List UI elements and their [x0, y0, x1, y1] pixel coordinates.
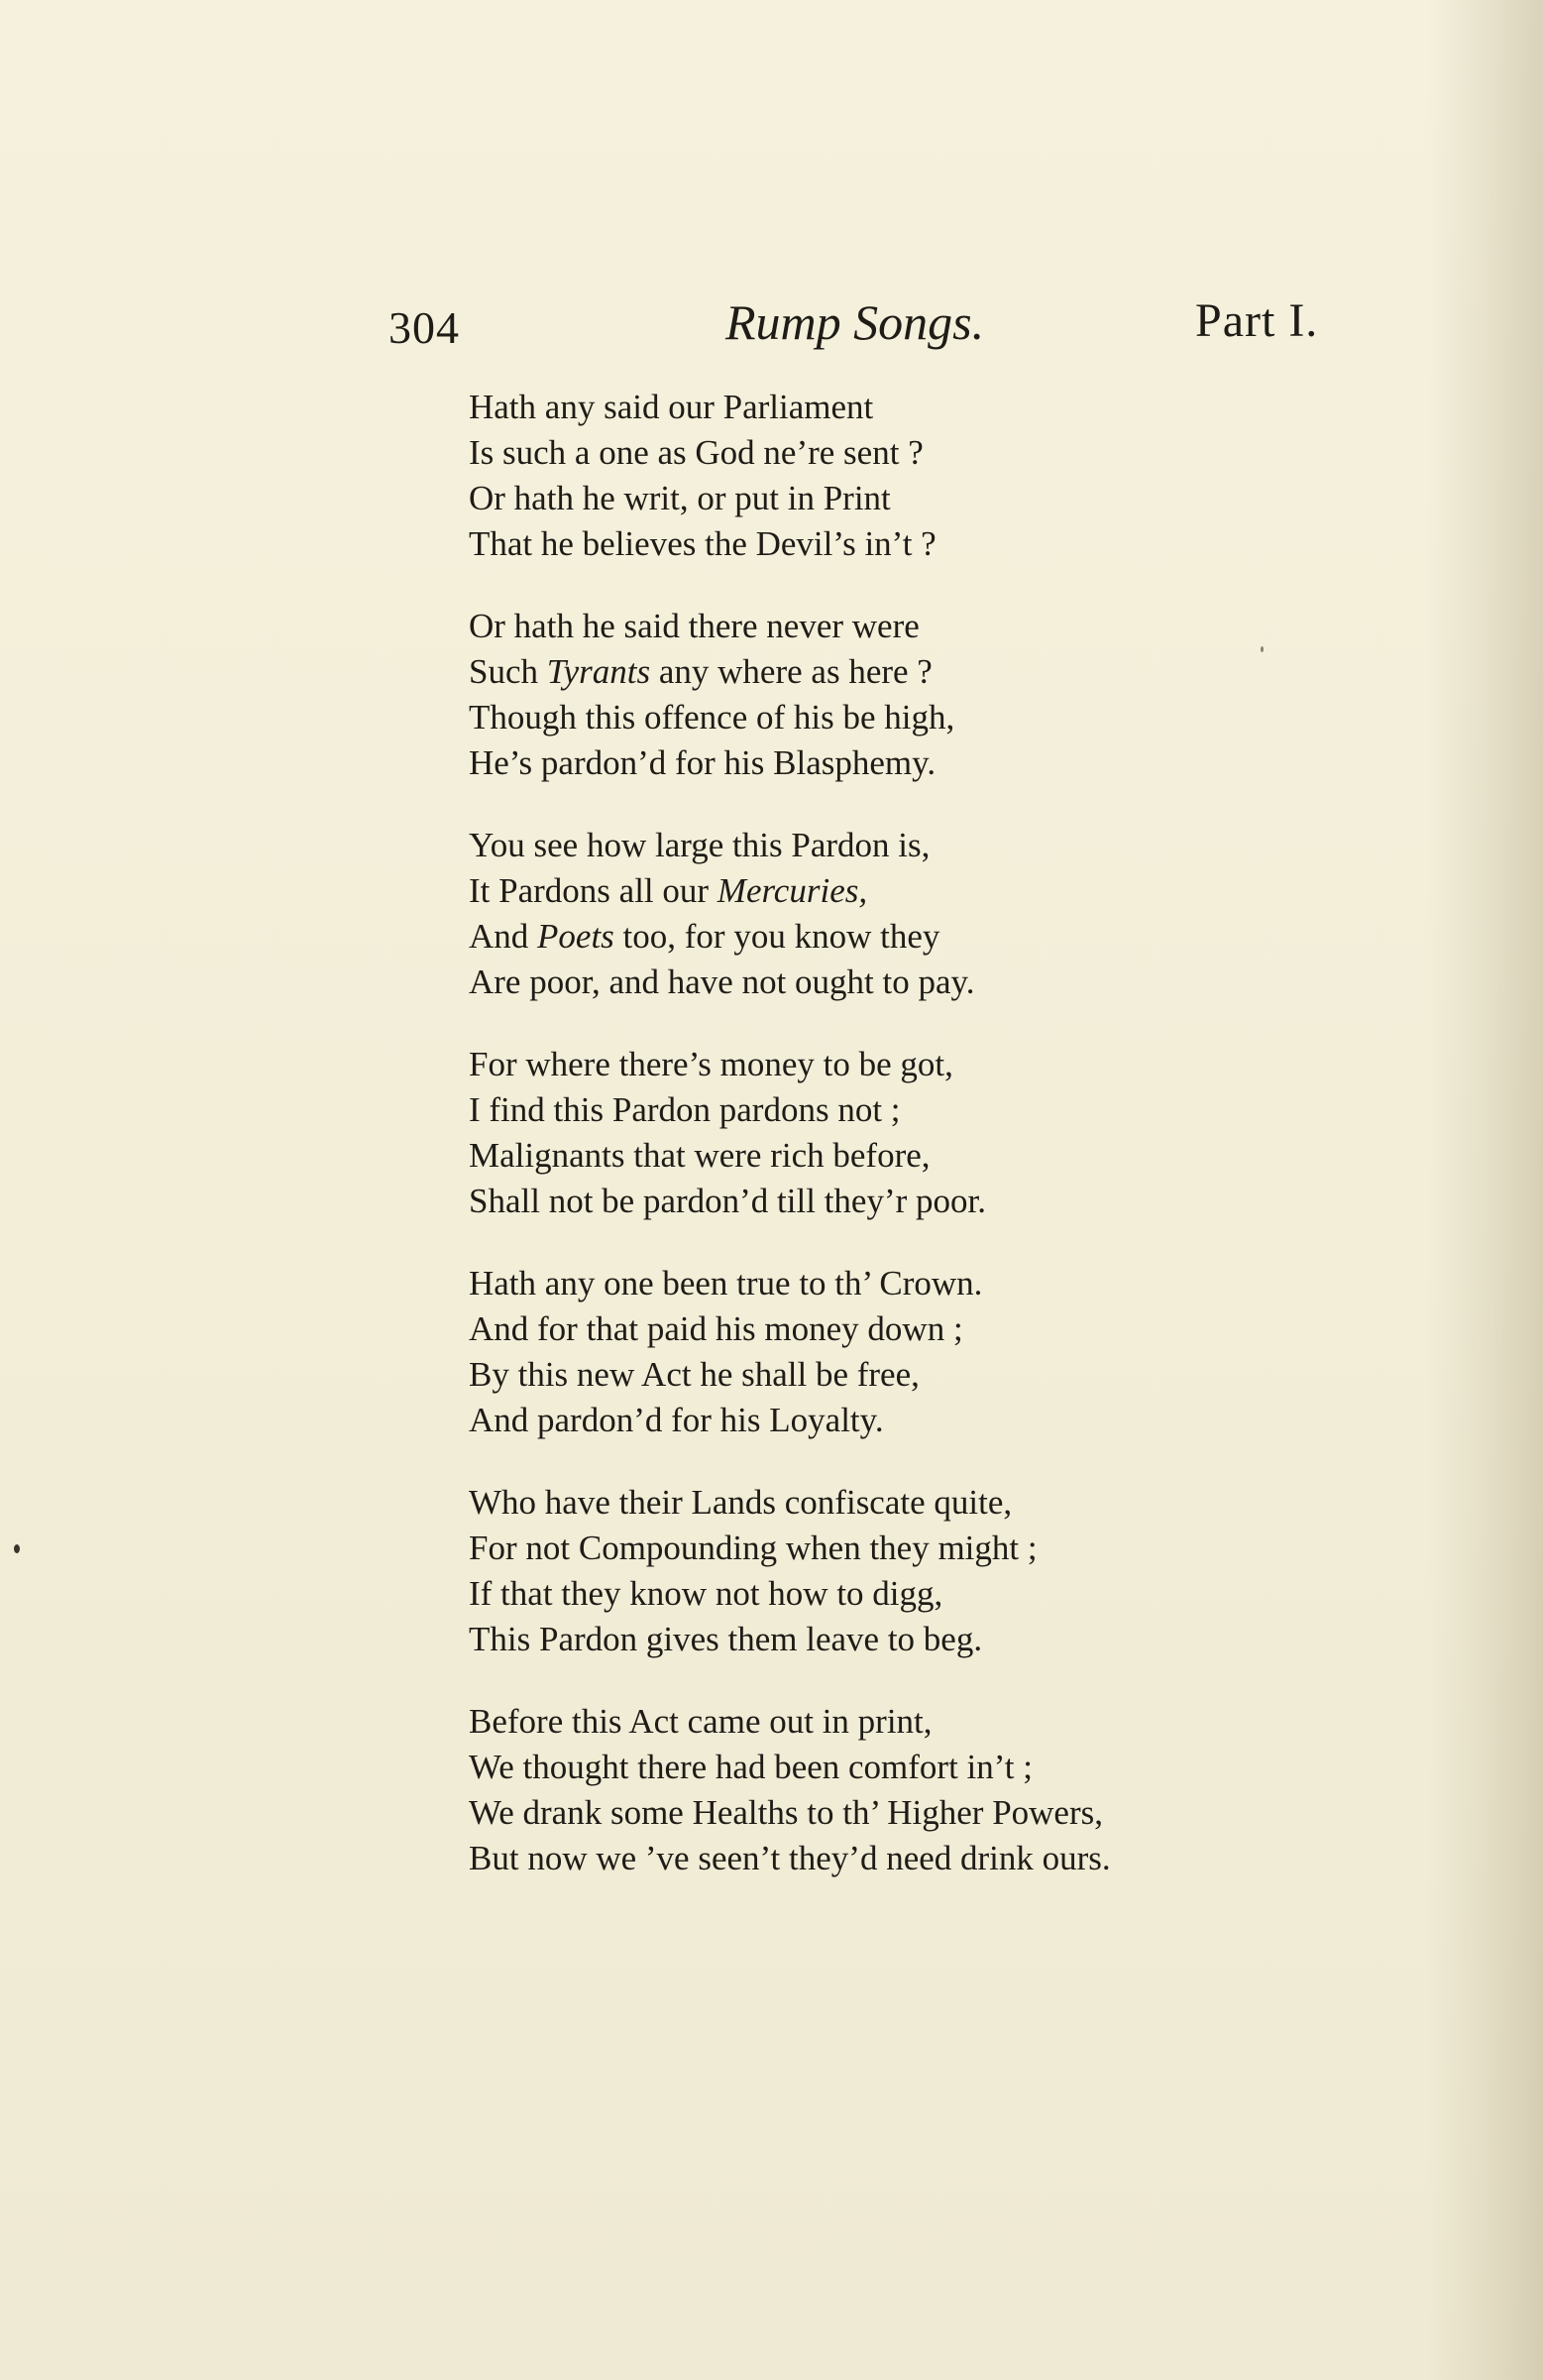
stanza [469, 385, 1460, 567]
verse-line: I find this Pardon pardons not ; [469, 1090, 901, 1129]
verse-line: Or hath he said there never were [469, 607, 920, 645]
ink-speck [1261, 646, 1264, 652]
verse-line: We drank some Healths to th’ Higher Powers, [469, 1793, 1103, 1832]
verse-line: Who have their Lands confiscate quite, [469, 1483, 1013, 1522]
running-head [0, 293, 1543, 363]
verse-text: any where as here ? [650, 652, 933, 691]
verse-line: Malignants that were rich before, [469, 1136, 931, 1175]
stanza [469, 823, 1460, 1005]
verse-line: But now we ’ve seen’t they’d need drink ours. [469, 1839, 1111, 1877]
verse-line: And for that paid his money down ; [469, 1309, 963, 1348]
verse-line: Is such a one as God ne’re sent ? [469, 433, 924, 472]
verse-line: He’s pardon’d for his Blasphemy. [469, 743, 937, 782]
page-number: 304 [388, 302, 460, 353]
stanza [469, 1261, 1460, 1443]
verse-line: This Pardon gives them leave to beg. [469, 1620, 983, 1658]
verse-line: Shall not be pardon’d till they’r poor. [469, 1182, 986, 1220]
verse-italic-text: Poets [537, 917, 614, 956]
verse-line: And pardon’d for his Loyalty. [469, 1401, 884, 1439]
part-label: Part I. [1195, 294, 1319, 347]
running-title: Rump Songs. [725, 294, 985, 350]
verse-line [469, 649, 1460, 695]
stanza [469, 604, 1460, 786]
verse-text: Such [469, 652, 547, 691]
verse-line: Though this offence of his be high, [469, 698, 955, 737]
stanza [469, 1699, 1460, 1881]
verse-line [469, 868, 1460, 914]
verse-line: Hath any one been true to th’ Crown. [469, 1264, 983, 1303]
verse-line: By this new Act he shall be free, [469, 1355, 920, 1394]
verse-line: If that they know not how to digg, [469, 1574, 943, 1613]
verse-line: We thought there had been comfort in’t ; [469, 1748, 1034, 1786]
verse-line: For where there’s money to be got, [469, 1045, 953, 1083]
verse-line: Hath any said our Parliament [469, 388, 874, 426]
poem-body [469, 385, 1460, 1918]
stanza [469, 1042, 1460, 1224]
verse-line: Before this Act came out in print, [469, 1702, 933, 1741]
verse-text: And [469, 917, 538, 956]
ink-speck [14, 1544, 20, 1553]
verse-line: That he believes the Devil’s in’t ? [469, 524, 937, 563]
verse-text: It Pardons all our [469, 871, 717, 910]
verse-line: Are poor, and have not ought to pay. [469, 963, 975, 1001]
verse-line: Or hath he writ, or put in Print [469, 479, 891, 517]
verse-line: You see how large this Pardon is, [469, 826, 931, 864]
verse-line [469, 914, 1460, 960]
verse-italic-text: Mercuries, [716, 871, 868, 910]
verse-text: too, for you know they [613, 917, 940, 956]
stanza [469, 1480, 1460, 1662]
verse-line: For not Compounding when they might ; [469, 1529, 1038, 1567]
verse-italic-text: Tyrants [546, 652, 651, 691]
